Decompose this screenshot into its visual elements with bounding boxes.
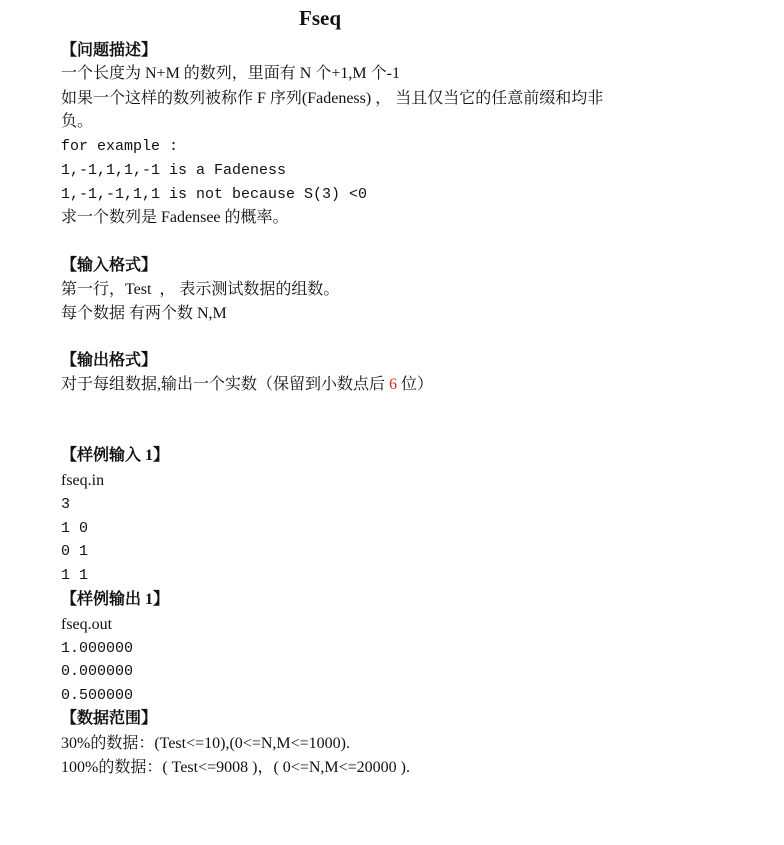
input-format-heading: 【输入格式】 — [61, 257, 158, 274]
output-format-digits: 6 — [389, 376, 398, 393]
output-format-text-after: 位） — [397, 376, 434, 393]
output-format-text-before: 对于每组数据,输出一个实数（保留到小数点后 — [61, 376, 390, 393]
sample-output-line: 0.500000 — [61, 687, 134, 704]
data-range-line-2: 100%的数据：( Test<=9008 )，( 0<=N,M<=20000 ). — [61, 759, 410, 776]
example-2: 1,-1,-1,1,1 is not because S(3) <0 — [61, 186, 368, 203]
sample-input-file: fseq.in — [61, 472, 105, 489]
sample-input-line: 1 0 — [61, 520, 89, 537]
input-format-line-2: 每个数据 有两个数 N,M — [61, 305, 227, 322]
sample-input-heading: 【样例输入 1】 — [61, 447, 170, 464]
data-range-heading: 【数据范围】 — [61, 710, 158, 727]
sample-output-line: 0.000000 — [61, 663, 134, 680]
example-intro: for example : — [61, 138, 179, 155]
data-range-line-1: 30%的数据：(Test<=10),(0<=N,M<=1000). — [61, 735, 350, 752]
description-heading: 【问题描述】 — [61, 42, 158, 59]
task-statement: 求一个数列是 Fadensee 的概率。 — [61, 209, 289, 226]
output-format-line — [61, 374, 433, 396]
sample-input-line: 1 1 — [61, 567, 89, 584]
sample-input-line: 3 — [61, 496, 71, 513]
sample-output-line: 1.000000 — [61, 640, 134, 657]
input-format-line-1: 第一行，Test ， 表示测试数据的组数。 — [61, 281, 340, 298]
description-line-2: 如果一个这样的数列被称作 F 序列(Fadeness) ， 当且仅当它的任意前缀和均非 — [61, 90, 604, 107]
output-format-heading: 【输出格式】 — [61, 352, 158, 369]
sample-output-file: fseq.out — [61, 616, 113, 633]
sample-output-heading: 【样例输出 1】 — [61, 591, 170, 608]
page-title: Fseq — [299, 6, 341, 30]
example-1: 1,-1,1,1,-1 is a Fadeness — [61, 162, 287, 179]
sample-input-line: 0 1 — [61, 543, 89, 560]
description-line-3: 负。 — [61, 113, 94, 130]
description-line-1: 一个长度为 N+M 的数列，里面有 N 个+1,M 个-1 — [61, 65, 400, 82]
